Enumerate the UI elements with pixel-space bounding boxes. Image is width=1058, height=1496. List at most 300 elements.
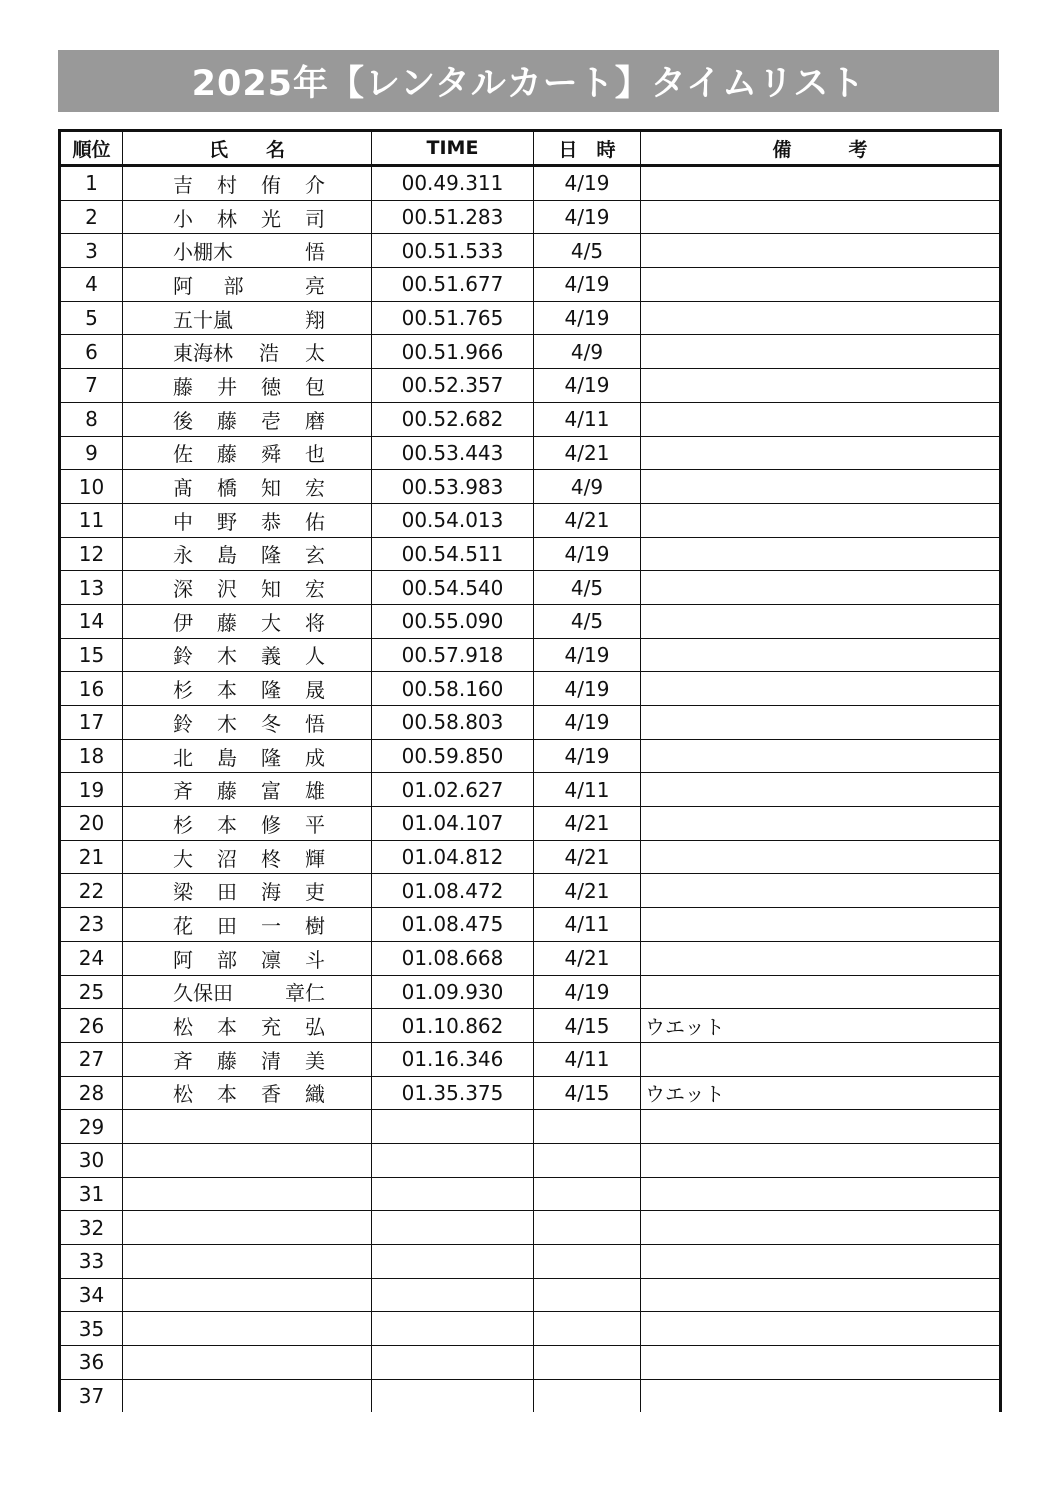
table-row bbox=[60, 1211, 1001, 1245]
date-cell bbox=[534, 1110, 641, 1144]
date-cell: 4/21 bbox=[534, 503, 641, 537]
rank-cell: 25 bbox=[60, 975, 123, 1009]
name-part: 柊 bbox=[261, 846, 281, 871]
time-cell: 00.51.677 bbox=[372, 268, 534, 302]
time-cell: 00.53.983 bbox=[372, 470, 534, 504]
table-row bbox=[60, 571, 1001, 605]
table-row bbox=[60, 234, 1001, 268]
rank-cell: 18 bbox=[60, 739, 123, 773]
table-row bbox=[60, 604, 1001, 638]
header-time: TIME bbox=[372, 131, 534, 166]
name-part: 北 bbox=[173, 745, 193, 770]
name-parts bbox=[173, 1011, 325, 1040]
name-part: 小棚木 bbox=[173, 240, 233, 265]
note-cell bbox=[641, 1110, 1001, 1144]
header-date: 日 時 bbox=[534, 131, 641, 166]
name-part: 本 bbox=[217, 812, 237, 837]
name-part: 阿 bbox=[173, 947, 193, 972]
rank-cell: 4 bbox=[60, 268, 123, 302]
time-cell: 00.57.918 bbox=[372, 638, 534, 672]
note-cell bbox=[641, 604, 1001, 638]
time-cell bbox=[372, 1211, 534, 1245]
name-cell bbox=[123, 807, 372, 841]
name-parts bbox=[173, 270, 325, 299]
note-cell bbox=[641, 638, 1001, 672]
name-cell bbox=[123, 1211, 372, 1245]
table-row bbox=[60, 975, 1001, 1009]
name-cell bbox=[123, 1312, 372, 1346]
table-row bbox=[60, 941, 1001, 975]
name-part: 部 bbox=[217, 947, 237, 972]
name-part: 一 bbox=[261, 913, 281, 938]
table-row bbox=[60, 1245, 1001, 1279]
date-cell: 4/9 bbox=[534, 470, 641, 504]
name-cell bbox=[123, 1245, 372, 1279]
name-part: 輝 bbox=[305, 846, 325, 871]
date-cell: 4/19 bbox=[534, 975, 641, 1009]
time-cell: 00.55.090 bbox=[372, 604, 534, 638]
date-cell: 4/21 bbox=[534, 436, 641, 470]
name-part: 冬 bbox=[261, 711, 281, 736]
name-part: 斉 bbox=[173, 779, 193, 804]
name-part: 井 bbox=[217, 374, 237, 399]
date-cell: 4/19 bbox=[534, 166, 641, 201]
table-row bbox=[60, 1312, 1001, 1346]
note-cell bbox=[641, 672, 1001, 706]
name-part: 充 bbox=[261, 1015, 281, 1040]
name-part: 恭 bbox=[261, 509, 281, 534]
table-row bbox=[60, 1143, 1001, 1177]
name-cell bbox=[123, 166, 372, 201]
table-row bbox=[60, 301, 1001, 335]
name-part: 杉 bbox=[173, 678, 193, 703]
name-part: 舜 bbox=[261, 442, 281, 467]
rank-cell: 13 bbox=[60, 571, 123, 605]
name-cell bbox=[123, 604, 372, 638]
name-part: 梁 bbox=[173, 880, 193, 905]
name-part: 本 bbox=[217, 1015, 237, 1040]
time-cell bbox=[372, 1143, 534, 1177]
name-part: 島 bbox=[217, 543, 237, 568]
name-cell bbox=[123, 1009, 372, 1043]
page-title: 2025年【レンタルカート】タイムリスト bbox=[58, 50, 999, 112]
name-part: 鈴 bbox=[173, 644, 193, 669]
rank-cell: 27 bbox=[60, 1042, 123, 1076]
name-part: 佑 bbox=[305, 509, 325, 534]
name-part: 侑 bbox=[261, 172, 281, 197]
name-cell bbox=[123, 739, 372, 773]
name-part: 沼 bbox=[217, 846, 237, 871]
name-part: 斗 bbox=[305, 947, 325, 972]
note-cell bbox=[641, 1379, 1001, 1412]
table-row bbox=[60, 874, 1001, 908]
time-cell: 01.10.862 bbox=[372, 1009, 534, 1043]
name-part: 成 bbox=[305, 745, 325, 770]
rank-cell: 24 bbox=[60, 941, 123, 975]
name-part: 林 bbox=[217, 206, 237, 231]
table-row bbox=[60, 840, 1001, 874]
note-cell: ウエット bbox=[641, 1009, 1001, 1043]
time-cell bbox=[372, 1177, 534, 1211]
date-cell: 4/19 bbox=[534, 739, 641, 773]
name-parts bbox=[173, 405, 325, 434]
note-cell bbox=[641, 1143, 1001, 1177]
name-cell bbox=[123, 975, 372, 1009]
name-part: 大 bbox=[261, 610, 281, 635]
name-part: 斉 bbox=[173, 1048, 193, 1073]
table-row bbox=[60, 706, 1001, 740]
name-part: 深 bbox=[173, 577, 193, 602]
date-cell: 4/11 bbox=[534, 908, 641, 942]
name-cell bbox=[123, 200, 372, 234]
name-cell bbox=[123, 369, 372, 403]
table-row bbox=[60, 537, 1001, 571]
table-row bbox=[60, 503, 1001, 537]
name-part: 佐 bbox=[173, 442, 193, 467]
name-parts bbox=[173, 539, 325, 568]
table-row bbox=[60, 1076, 1001, 1110]
name-cell bbox=[123, 1278, 372, 1312]
name-part: 也 bbox=[305, 442, 325, 467]
time-cell: 00.52.682 bbox=[372, 402, 534, 436]
name-part: 五十嵐 bbox=[173, 307, 233, 332]
note-cell bbox=[641, 1042, 1001, 1076]
name-part: 雄 bbox=[305, 779, 325, 804]
name-cell bbox=[123, 1042, 372, 1076]
date-cell: 4/15 bbox=[534, 1009, 641, 1043]
time-cell: 00.54.013 bbox=[372, 503, 534, 537]
name-parts bbox=[173, 742, 325, 771]
name-part: 凛 bbox=[261, 947, 281, 972]
note-cell bbox=[641, 807, 1001, 841]
name-part: 久保田 bbox=[173, 981, 233, 1006]
name-cell bbox=[123, 773, 372, 807]
rank-cell: 11 bbox=[60, 503, 123, 537]
note-cell bbox=[641, 537, 1001, 571]
name-part: 部 bbox=[223, 273, 244, 298]
name-parts bbox=[173, 472, 325, 501]
name-part: 花 bbox=[173, 913, 193, 938]
name-part: 後 bbox=[173, 408, 193, 433]
rank-cell: 5 bbox=[60, 301, 123, 335]
time-cell bbox=[372, 1312, 534, 1346]
name-part: 弘 bbox=[305, 1015, 325, 1040]
date-cell: 4/5 bbox=[534, 604, 641, 638]
note-cell bbox=[641, 369, 1001, 403]
rank-cell: 9 bbox=[60, 436, 123, 470]
note-cell bbox=[641, 402, 1001, 436]
note-cell bbox=[641, 773, 1001, 807]
rank-cell: 16 bbox=[60, 672, 123, 706]
name-part: 海 bbox=[261, 880, 281, 905]
table-body bbox=[60, 166, 1001, 1413]
header-note: 備 考 bbox=[641, 131, 1001, 166]
name-parts bbox=[173, 169, 325, 198]
date-cell bbox=[534, 1211, 641, 1245]
table-row bbox=[60, 200, 1001, 234]
note-cell bbox=[641, 1312, 1001, 1346]
name-cell bbox=[123, 234, 372, 268]
name-part: 田 bbox=[217, 880, 237, 905]
note-cell bbox=[641, 1245, 1001, 1279]
rank-cell: 36 bbox=[60, 1346, 123, 1380]
time-cell: 01.08.472 bbox=[372, 874, 534, 908]
rank-cell: 31 bbox=[60, 1177, 123, 1211]
name-part: 太 bbox=[305, 341, 325, 366]
name-cell bbox=[123, 537, 372, 571]
name-part: 隆 bbox=[261, 745, 281, 770]
name-part: 野 bbox=[217, 509, 237, 534]
rank-cell: 22 bbox=[60, 874, 123, 908]
name-part: 杉 bbox=[173, 812, 193, 837]
time-cell: 00.51.765 bbox=[372, 301, 534, 335]
date-cell bbox=[534, 1312, 641, 1346]
name-part: 村 bbox=[217, 172, 237, 197]
date-cell: 4/21 bbox=[534, 807, 641, 841]
name-part: 将 bbox=[305, 610, 325, 635]
rank-cell: 20 bbox=[60, 807, 123, 841]
table-row bbox=[60, 739, 1001, 773]
name-parts bbox=[173, 944, 325, 973]
name-part: 本 bbox=[217, 1082, 237, 1107]
name-part: 大 bbox=[173, 846, 193, 871]
table-row bbox=[60, 470, 1001, 504]
note-cell bbox=[641, 1211, 1001, 1245]
date-cell bbox=[534, 1143, 641, 1177]
name-part: 吉 bbox=[173, 172, 193, 197]
date-cell: 4/11 bbox=[534, 402, 641, 436]
name-part: 磨 bbox=[305, 408, 325, 433]
name-part: 松 bbox=[173, 1015, 193, 1040]
name-cell bbox=[123, 470, 372, 504]
date-cell: 4/5 bbox=[534, 234, 641, 268]
name-cell bbox=[123, 436, 372, 470]
name-cell bbox=[123, 1346, 372, 1380]
rank-cell: 15 bbox=[60, 638, 123, 672]
note-cell bbox=[641, 1346, 1001, 1380]
rank-cell: 37 bbox=[60, 1379, 123, 1412]
note-cell bbox=[641, 975, 1001, 1009]
rank-cell: 12 bbox=[60, 537, 123, 571]
name-cell bbox=[123, 1143, 372, 1177]
time-cell: 00.54.540 bbox=[372, 571, 534, 605]
note-cell bbox=[641, 1278, 1001, 1312]
rank-cell: 21 bbox=[60, 840, 123, 874]
name-part: 髙 bbox=[173, 476, 193, 501]
name-part: 沢 bbox=[217, 577, 237, 602]
time-cell: 01.04.812 bbox=[372, 840, 534, 874]
name-parts bbox=[173, 236, 325, 265]
name-parts bbox=[173, 337, 325, 366]
time-cell: 00.54.511 bbox=[372, 537, 534, 571]
date-cell: 4/19 bbox=[534, 672, 641, 706]
name-cell bbox=[123, 503, 372, 537]
name-parts bbox=[173, 977, 325, 1006]
name-part: 木 bbox=[217, 644, 237, 669]
table-row bbox=[60, 1379, 1001, 1412]
name-part: 宏 bbox=[305, 476, 325, 501]
note-cell bbox=[641, 874, 1001, 908]
rank-cell: 17 bbox=[60, 706, 123, 740]
rank-cell: 30 bbox=[60, 1143, 123, 1177]
name-part: 翔 bbox=[305, 307, 325, 332]
rank-cell: 32 bbox=[60, 1211, 123, 1245]
name-part: 宏 bbox=[305, 577, 325, 602]
table-row bbox=[60, 268, 1001, 302]
name-cell bbox=[123, 941, 372, 975]
date-cell: 4/19 bbox=[534, 638, 641, 672]
name-part: 知 bbox=[261, 577, 281, 602]
date-cell: 4/11 bbox=[534, 1042, 641, 1076]
rank-cell: 6 bbox=[60, 335, 123, 369]
note-cell bbox=[641, 941, 1001, 975]
name-part: 人 bbox=[305, 644, 325, 669]
name-parts bbox=[173, 809, 325, 838]
header-row bbox=[60, 131, 1001, 166]
date-cell: 4/21 bbox=[534, 840, 641, 874]
name-part: 壱 bbox=[261, 408, 281, 433]
rank-cell: 23 bbox=[60, 908, 123, 942]
name-parts bbox=[173, 775, 325, 804]
name-parts bbox=[173, 203, 325, 232]
name-parts bbox=[173, 304, 325, 333]
name-cell bbox=[123, 638, 372, 672]
table-row bbox=[60, 807, 1001, 841]
name-part: 美 bbox=[305, 1048, 325, 1073]
name-parts bbox=[173, 910, 325, 939]
name-part: 義 bbox=[261, 644, 281, 669]
name-part: 藤 bbox=[217, 442, 237, 467]
rank-cell: 1 bbox=[60, 166, 123, 201]
table-row bbox=[60, 1042, 1001, 1076]
name-cell bbox=[123, 840, 372, 874]
note-cell bbox=[641, 234, 1001, 268]
name-part: 阿 bbox=[173, 273, 193, 298]
time-cell bbox=[372, 1379, 534, 1412]
note-cell bbox=[641, 166, 1001, 201]
name-parts bbox=[173, 876, 325, 905]
note-cell bbox=[641, 200, 1001, 234]
name-parts bbox=[173, 371, 325, 400]
name-part: 隆 bbox=[261, 678, 281, 703]
date-cell: 4/21 bbox=[534, 874, 641, 908]
note-cell bbox=[641, 436, 1001, 470]
name-part: 藤 bbox=[217, 408, 237, 433]
date-cell bbox=[534, 1346, 641, 1380]
name-part: 亮 bbox=[304, 273, 325, 298]
name-part: 悟 bbox=[305, 240, 325, 265]
time-cell: 00.51.283 bbox=[372, 200, 534, 234]
name-parts bbox=[173, 506, 325, 535]
note-cell bbox=[641, 706, 1001, 740]
time-cell: 00.52.357 bbox=[372, 369, 534, 403]
name-part: 木 bbox=[217, 711, 237, 736]
name-part: 樹 bbox=[305, 913, 325, 938]
name-cell bbox=[123, 1177, 372, 1211]
name-part: 田 bbox=[217, 913, 237, 938]
rank-cell: 28 bbox=[60, 1076, 123, 1110]
rank-cell: 10 bbox=[60, 470, 123, 504]
table-row bbox=[60, 1009, 1001, 1043]
table-row bbox=[60, 369, 1001, 403]
time-cell: 00.58.803 bbox=[372, 706, 534, 740]
name-part: 清 bbox=[261, 1048, 281, 1073]
time-cell: 01.08.668 bbox=[372, 941, 534, 975]
date-cell: 4/19 bbox=[534, 200, 641, 234]
name-part: 松 bbox=[173, 1082, 193, 1107]
date-cell: 4/15 bbox=[534, 1076, 641, 1110]
date-cell bbox=[534, 1245, 641, 1279]
name-part: 晟 bbox=[305, 678, 325, 703]
time-cell bbox=[372, 1278, 534, 1312]
name-cell bbox=[123, 672, 372, 706]
time-cell: 00.51.533 bbox=[372, 234, 534, 268]
note-cell bbox=[641, 739, 1001, 773]
date-cell: 4/19 bbox=[534, 268, 641, 302]
name-parts bbox=[173, 438, 325, 467]
time-cell: 00.51.966 bbox=[372, 335, 534, 369]
table-row bbox=[60, 908, 1001, 942]
name-cell bbox=[123, 874, 372, 908]
name-cell bbox=[123, 908, 372, 942]
name-parts bbox=[173, 573, 325, 602]
table-row bbox=[60, 1177, 1001, 1211]
name-cell bbox=[123, 335, 372, 369]
name-parts bbox=[173, 708, 325, 737]
note-cell bbox=[641, 1177, 1001, 1211]
time-cell bbox=[372, 1346, 534, 1380]
time-cell bbox=[372, 1110, 534, 1144]
date-cell: 4/21 bbox=[534, 941, 641, 975]
name-part: 徳 bbox=[261, 374, 281, 399]
table-row bbox=[60, 773, 1001, 807]
name-part: 吏 bbox=[305, 880, 325, 905]
table-row bbox=[60, 1278, 1001, 1312]
name-part: 香 bbox=[261, 1082, 281, 1107]
table-row bbox=[60, 436, 1001, 470]
name-parts bbox=[173, 1045, 325, 1074]
name-part: 島 bbox=[217, 745, 237, 770]
table-row bbox=[60, 166, 1001, 201]
name-part: 藤 bbox=[217, 779, 237, 804]
time-cell: 01.16.346 bbox=[372, 1042, 534, 1076]
name-part: 隆 bbox=[261, 543, 281, 568]
table-row bbox=[60, 638, 1001, 672]
name-parts bbox=[173, 674, 325, 703]
time-cell: 00.53.443 bbox=[372, 436, 534, 470]
table-row bbox=[60, 402, 1001, 436]
time-cell: 00.58.160 bbox=[372, 672, 534, 706]
note-cell bbox=[641, 503, 1001, 537]
header-rank: 順位 bbox=[60, 131, 123, 166]
name-part: 修 bbox=[261, 812, 281, 837]
note-cell bbox=[641, 908, 1001, 942]
name-parts bbox=[173, 607, 325, 636]
rank-cell: 33 bbox=[60, 1245, 123, 1279]
time-cell bbox=[372, 1245, 534, 1279]
time-cell: 00.49.311 bbox=[372, 166, 534, 201]
name-cell bbox=[123, 402, 372, 436]
name-cell bbox=[123, 1110, 372, 1144]
date-cell: 4/9 bbox=[534, 335, 641, 369]
note-cell: ウエット bbox=[641, 1076, 1001, 1110]
name-part: 藤 bbox=[217, 610, 237, 635]
table-row bbox=[60, 335, 1001, 369]
rank-cell: 2 bbox=[60, 200, 123, 234]
name-part: 浩 bbox=[259, 341, 279, 366]
time-list-table bbox=[58, 129, 1002, 1412]
name-part: 東海林 bbox=[173, 341, 233, 366]
